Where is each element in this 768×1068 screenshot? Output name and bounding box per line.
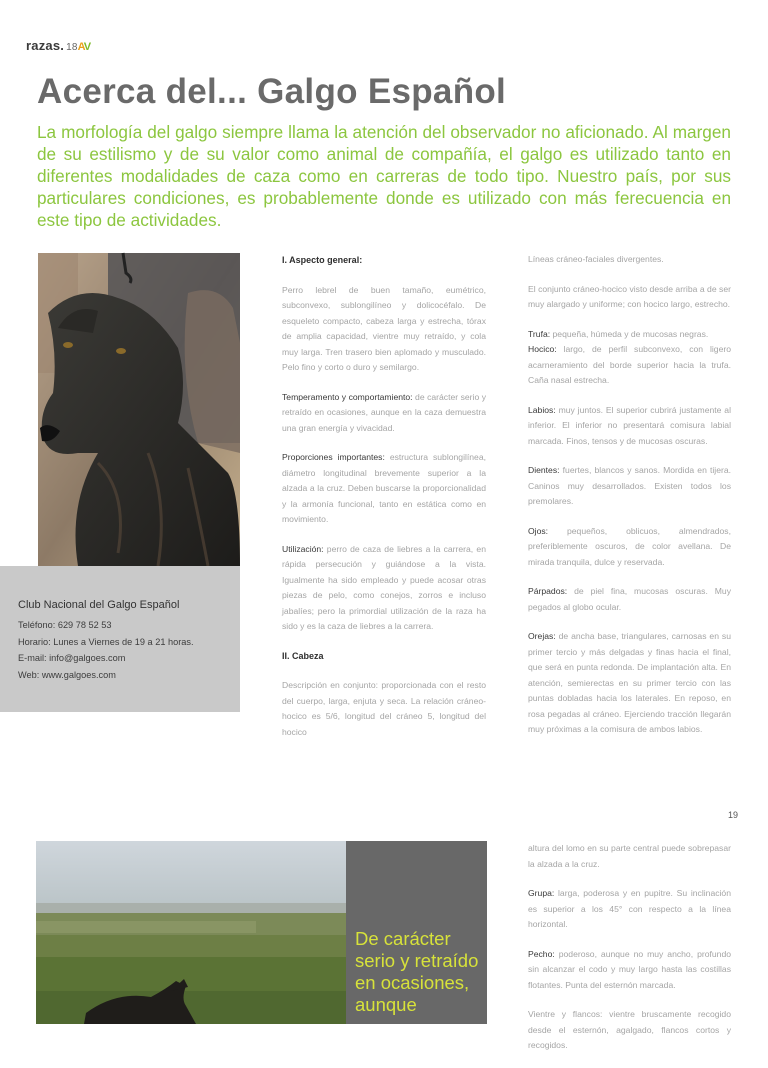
label-teeth: Dientes: xyxy=(528,465,560,475)
paragraph-eyelids xyxy=(528,584,731,615)
club-web: Web: www.galgoes.com xyxy=(18,669,116,680)
text-temper: de carácter serio y retraído en ocasiones, aunque en la caza demuestra una gran energía y vivacidad. xyxy=(282,391,486,433)
label-nose: Trufa: xyxy=(528,328,551,339)
masthead xyxy=(26,38,91,53)
text-column-right xyxy=(528,252,731,752)
label-proportions: Proporciones importantes: xyxy=(282,452,385,462)
text-eyelids: de piel fina, mucosas oscuras. Muy pegados al globo ocular. xyxy=(528,586,731,612)
page-number-left: 18 xyxy=(66,42,78,53)
article-title: Acerca del... Galgo Español xyxy=(37,72,507,111)
label-muzzle: Hocico: xyxy=(528,344,557,354)
greyhound-portrait-photo xyxy=(38,253,240,566)
club-email: E-mail: info@galgoes.com xyxy=(18,653,126,663)
article-lead: La morfología del galgo siempre llama la atención del observador no aficionado. Al margen de su estilismo y de su valor como animal de compañía, el galgo es utilizado tanto en diferentes modalidades de caza como en carreras de todo tipo. Nuestro país, por sus particulares condiciones, es probablemente donde es utilizado con más ferecuencia en este tipo de actividades. xyxy=(37,122,731,230)
paragraph-croup xyxy=(528,886,731,933)
paragraph-teeth xyxy=(528,463,731,510)
paragraph-nose-muzzle xyxy=(528,327,731,389)
label-ears: Orejas: xyxy=(528,631,556,641)
club-info-box xyxy=(0,566,240,712)
paragraph-ears xyxy=(528,629,731,738)
label-lips: Labios: xyxy=(528,404,556,415)
text-muzzle: largo, de perfil subconvexo, con ligero acarneramiento del borde superior hacia la trufa. Caña nasal estrecha. xyxy=(528,344,731,385)
paragraph-proportions xyxy=(282,450,486,528)
label-eyelids: Párpados: xyxy=(528,586,568,596)
section-name: razas. xyxy=(26,38,65,53)
text-nose: pequeña, húmeda y de mucosas negras. xyxy=(550,328,709,339)
club-hours: Horario: Lunes a Viernes de 19 a 21 horas. xyxy=(18,636,194,647)
pull-quote: De carácter serio y retraído en ocasiones, aunque xyxy=(355,928,479,1015)
section-heading-head: II. Cabeza xyxy=(282,650,324,661)
pull-quote-box xyxy=(346,841,487,1024)
paragraph-chest xyxy=(528,947,731,994)
paragraph-belly: Vientre y flancos: vientre bruscamente recogido desde el esternón, agalgado, flancos cortos y recogidos. xyxy=(528,1009,731,1050)
page-number-right: 19 xyxy=(728,810,739,820)
text-ears: de ancha base, triangulares, carnosas en su primer tercio y más delgadas y finas hacia el final, que será en punta redonda. De implantación alta. En atención, semierectas en su primer tercio con las puntas dobladas hacia los laterales. En reposo, en rosa pegadas al cráneo. Ejerciendo tracción llegarán muy próximas a la comisura de ambos labios. xyxy=(528,631,731,734)
text-column-right-lower xyxy=(528,841,731,1068)
text-column-middle xyxy=(282,253,486,754)
logo-a: A xyxy=(77,41,86,53)
paragraph-back: altura del lomo en su parte central puede sobrepasar la alzada a la cruz. xyxy=(528,843,731,869)
text-eyes: pequeños, oblicuos, almendrados, preferiblemente oscuros, de color avellana. De mirada tranquila, dulce y reservada. xyxy=(528,525,731,567)
label-chest: Pecho: xyxy=(528,948,555,959)
club-name: Club Nacional del Galgo Español xyxy=(18,599,180,611)
logo-v: V xyxy=(83,41,92,53)
label-temper: Temperamento y comportamiento: xyxy=(282,391,413,402)
greyhound-running-field-photo xyxy=(36,841,346,1024)
text-lips: muy juntos. El superior cubrirá justamente al inferior. El inferior no presentará comisura labial marcada. Finos, tensos y de mucosas oscuras. xyxy=(528,404,731,446)
label-croup: Grupa: xyxy=(528,888,555,898)
paragraph-head: Descripción en conjunto: proporcionada con el resto del cuerpo, larga, enjuta y seca. La relación cráneo-hocico es 5/6, longitud del cráneo 5, longitud del hocico xyxy=(282,680,486,737)
paragraph-aspect: Perro lebrel de buen tamaño, eumétrico, subconvexo, sublongilíneo y dolicocéfalo. De esqueleto compacto, cabeza larga y estrecha, tórax de amplia capacidad, vientre muy retraído, y cola muy larga. Tren trasero bien aplomado y musculado. Pelo fino y corto o duro y semilargo. xyxy=(282,284,486,372)
label-use: Utilización: xyxy=(282,543,324,554)
text-chest: poderoso, aunque no muy ancho, profundo sin alcanzar el codo y muy largo hasta las costillas flotantes. Punta del esternón marcada. xyxy=(528,948,731,990)
paragraph-use xyxy=(282,542,486,635)
paragraph-eyes xyxy=(528,524,731,571)
paragraph-skull: El conjunto cráneo-hocico visto desde arriba a de ser muy alargado y uniforme; con hocico largo, estrecho. xyxy=(528,283,731,309)
text-croup: larga, poderosa y en pupitre. Su inclinación es superior a los 45° con respecto a la línea horizontal. xyxy=(528,888,731,929)
paragraph-temper xyxy=(282,390,486,437)
section-heading-aspect: I. Aspecto general: xyxy=(282,255,363,265)
text-teeth: fuertes, blancos y sanos. Mordida en tijera. Caninos muy desarrollados. Existen todos los premolares. xyxy=(528,465,731,506)
text-use: perro de caza de liebres a la carrera, en rápida persecución y guiándose a la vista. Igualmente ha sido empleado y puede acosar otras piezas de pelo, como conejos, zorros e incluso jabalíes; pero la primordial utilización de la raza ha sido y es la caza de liebres a la carrera. xyxy=(282,543,486,631)
club-phone: Teléfono: 629 78 52 53 xyxy=(18,620,112,630)
text-proportions: estructura sublongilínea, diámetro longitudinal brevemente superior a la alzada a la cruz. Deben buscarse la proporcionalidad y la armonía funcional, tanto en estática como en movimiento. xyxy=(282,452,487,524)
paragraph-lines: Líneas cráneo-faciales divergentes. xyxy=(528,254,664,264)
label-eyes: Ojos: xyxy=(528,525,549,536)
paragraph-lips xyxy=(528,403,731,450)
